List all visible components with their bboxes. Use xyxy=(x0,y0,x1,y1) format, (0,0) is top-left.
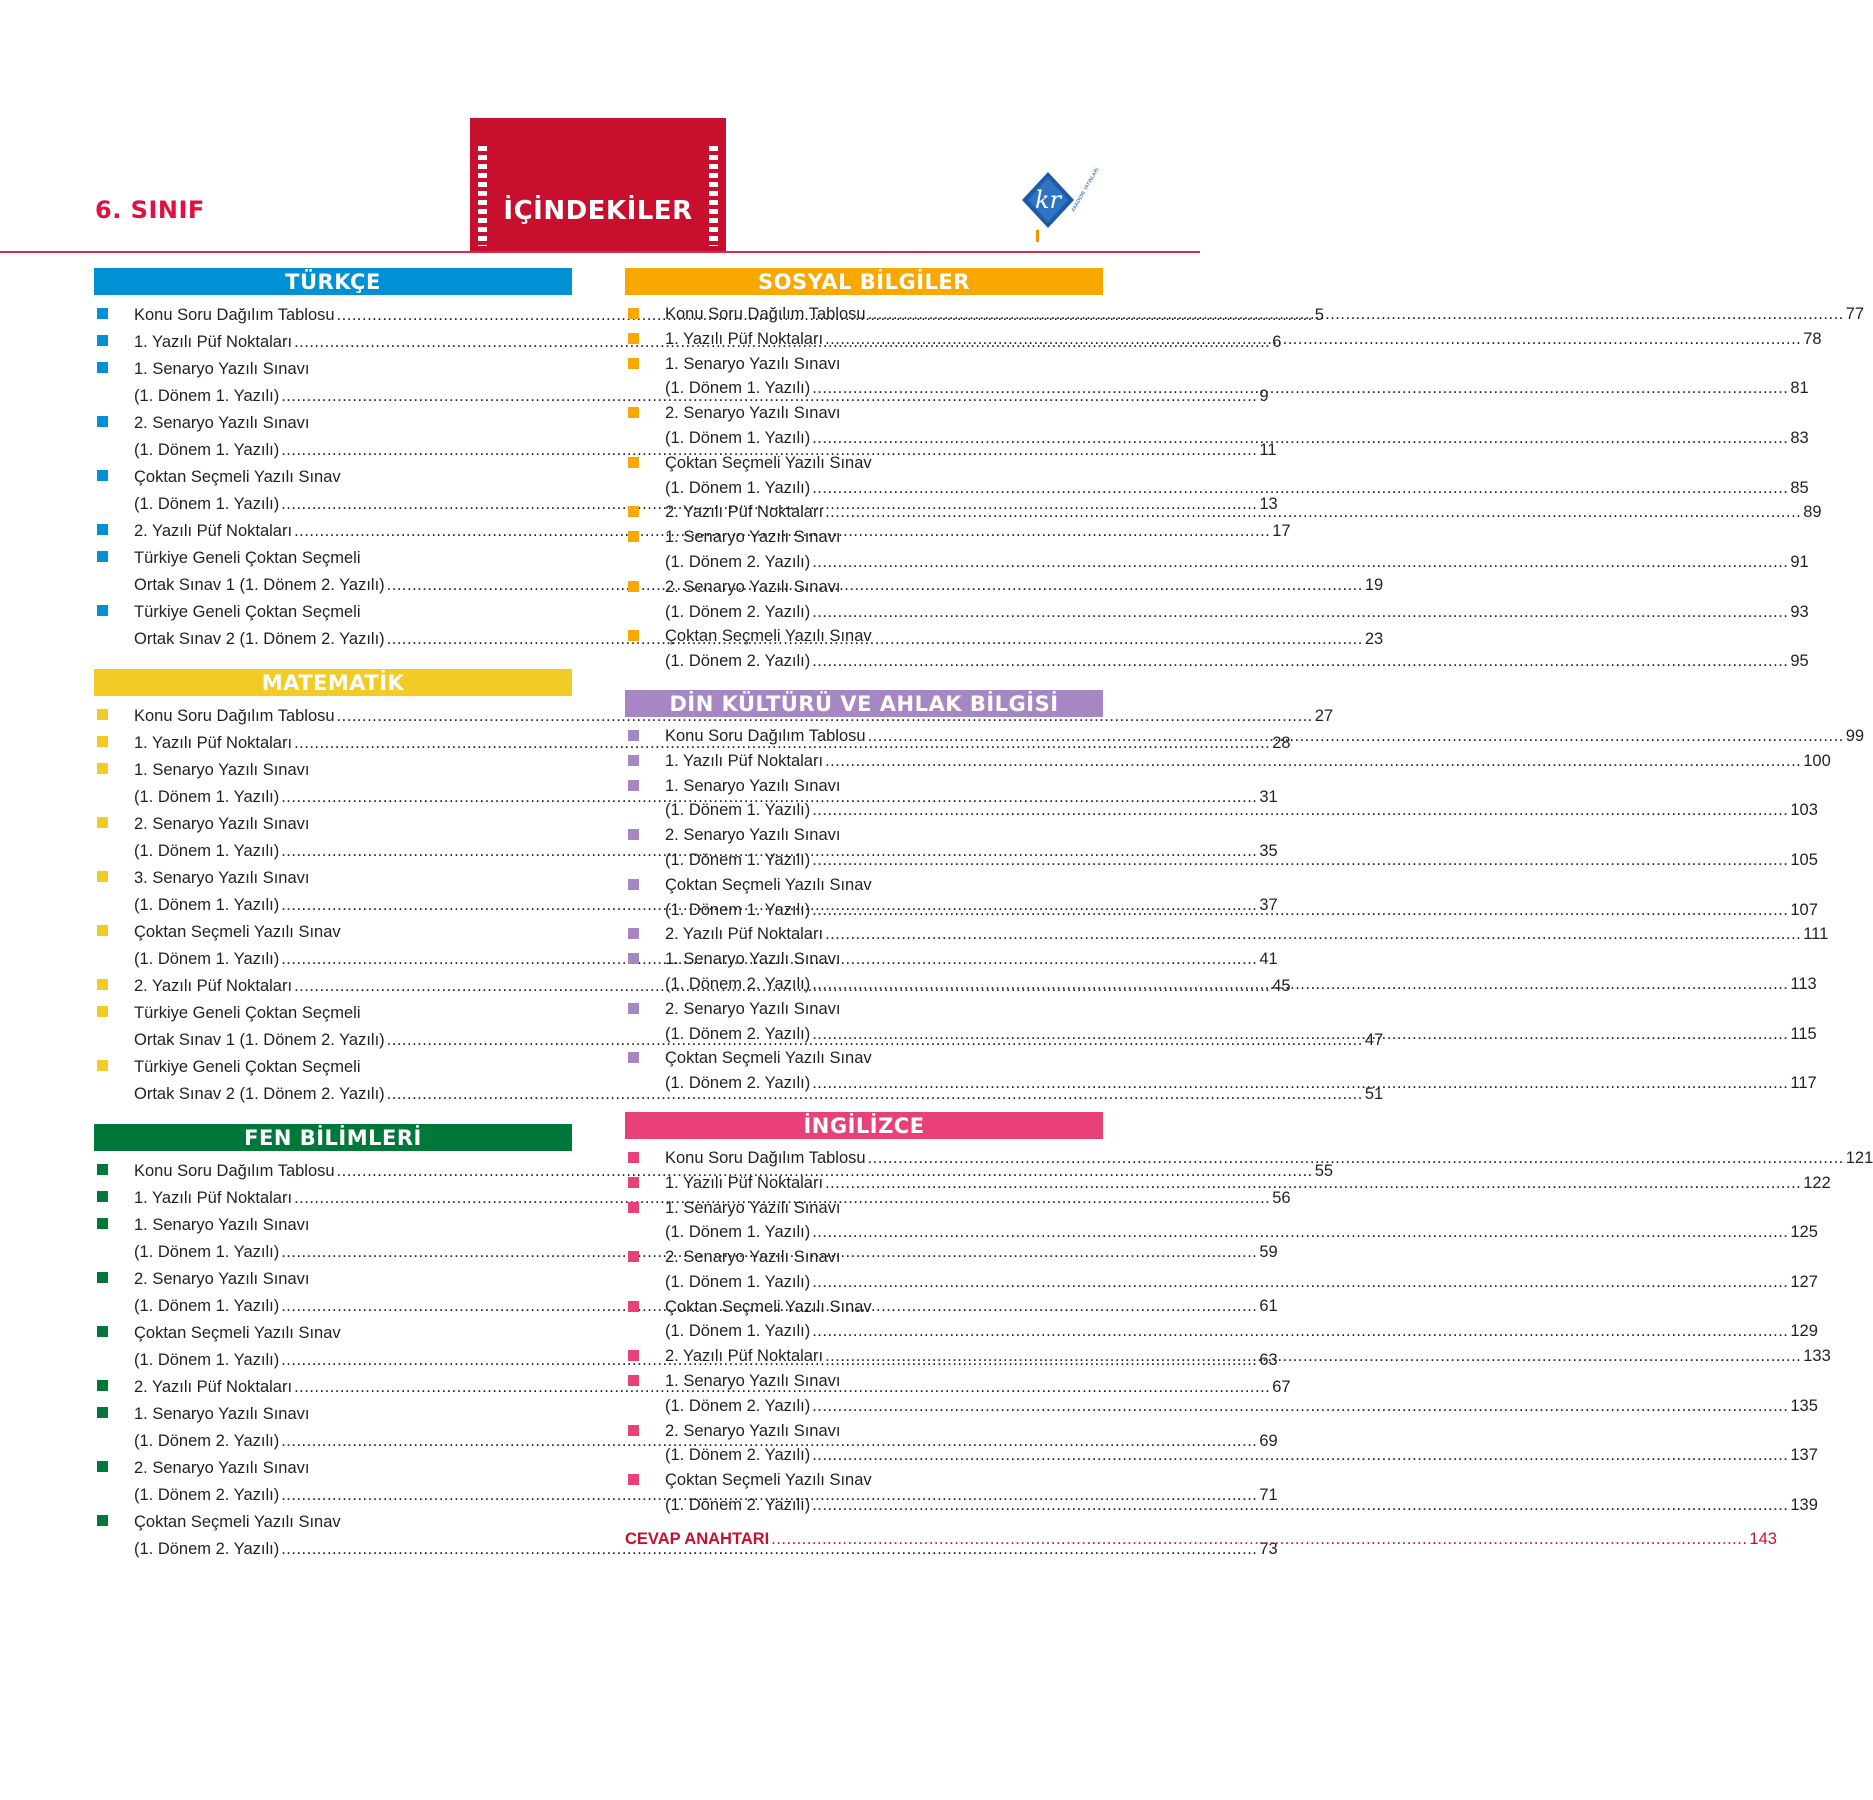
entry-title-line: Konu Soru Dağılım Tablosu xyxy=(665,305,866,323)
entry-title-line: 1. Senaryo Yazılı Sınavı xyxy=(665,528,841,547)
page-number: 31 xyxy=(1259,788,1278,806)
page-number: 95 xyxy=(1790,652,1809,671)
section-header-fen: FEN BİLİMLERİ xyxy=(94,1124,572,1151)
bullet-square-icon xyxy=(628,1350,639,1361)
entry-title-line: 1. Yazılı Püf Noktaları xyxy=(134,1189,293,1207)
entry-row xyxy=(665,649,1809,674)
entry-title-line: Türkiye Geneli Çoktan Seçmeli xyxy=(134,603,361,621)
bullet-square-icon xyxy=(97,736,108,747)
bullet-square-icon xyxy=(628,780,639,791)
leader-dots xyxy=(825,327,1801,352)
bullet-square-icon xyxy=(97,1164,108,1175)
bullet-square-icon xyxy=(628,531,639,542)
toc-entry[interactable] xyxy=(625,327,1822,352)
leader-dots xyxy=(868,1146,1844,1171)
leader-dots xyxy=(812,848,1788,873)
entry-title-line: 1. Yazılı Püf Noktaları xyxy=(665,751,824,770)
leader-dots xyxy=(812,1319,1788,1344)
entry-title-line: Çoktan Seçmeli Yazılı Sınav xyxy=(134,1324,341,1342)
page-number: 59 xyxy=(1259,1243,1278,1261)
leader-dots xyxy=(812,898,1788,923)
entry-title-line: 2. Yazılı Püf Noktaları xyxy=(665,503,824,522)
entry-title-line: 2. Yazılı Püf Noktaları xyxy=(134,522,293,540)
entry-title-line: (1. Dönem 1. Yazılı) xyxy=(665,1322,811,1341)
entry-title-line: (1. Dönem 1. Yazılı) xyxy=(134,950,280,968)
leader-dots xyxy=(812,1394,1788,1419)
entry-title-line: 1. Senaryo Yazılı Sınavı xyxy=(134,360,310,378)
page-number: 71 xyxy=(1259,1486,1278,1504)
logo-subtext: AKADEMİ YAYINLARI xyxy=(1070,166,1101,213)
page-number: 69 xyxy=(1259,1432,1278,1450)
bullet-square-icon xyxy=(97,416,108,427)
toc-entry[interactable] xyxy=(625,302,1865,327)
entry-title-line: 2. Senaryo Yazılı Sınavı xyxy=(665,577,841,596)
bullet-square-icon xyxy=(628,1177,639,1188)
entry-title-line: 2. Yazılı Püf Noktaları xyxy=(134,977,293,995)
leader-dots xyxy=(825,1171,1801,1196)
page-number: 129 xyxy=(1790,1322,1818,1341)
page-number: 121 xyxy=(1845,1148,1873,1167)
leader-dots xyxy=(812,476,1788,501)
entry-row xyxy=(134,1027,1384,1054)
leader-dots xyxy=(825,500,1801,525)
page-number: 127 xyxy=(1790,1272,1818,1291)
entry-title-line: 1. Senaryo Yazılı Sınavı xyxy=(665,950,841,969)
entry-title-line: 2. Senaryo Yazılı Sınavı xyxy=(665,404,841,423)
page-number: 99 xyxy=(1845,726,1865,745)
section-header-matematik: MATEMATİK xyxy=(94,669,572,696)
page-number: 105 xyxy=(1790,850,1818,869)
page-number: 61 xyxy=(1259,1297,1278,1315)
entry-title-line: 2. Yazılı Püf Noktaları xyxy=(665,925,824,944)
entry-title-line: Ortak Sınav 2 (1. Dönem 2. Yazılı) xyxy=(134,630,385,648)
entry-row xyxy=(665,376,1809,401)
entry-title-line: Konu Soru Dağılım Tablosu xyxy=(665,1148,866,1167)
page-number: 117 xyxy=(1790,1074,1817,1093)
entry-row xyxy=(665,302,1865,327)
bullet-square-icon xyxy=(97,1272,108,1283)
bullet-square-icon xyxy=(628,1425,639,1436)
bullet-square-icon xyxy=(628,1251,639,1262)
page-number: 45 xyxy=(1272,977,1291,995)
toc-entry[interactable] xyxy=(625,451,1809,501)
entry-title-line: (1. Dönem 2. Yazılı) xyxy=(134,1540,280,1558)
entry-title-line: 1. Senaryo Yazılı Sınavı xyxy=(134,761,310,779)
toc-list xyxy=(94,295,1384,653)
entry-row xyxy=(134,838,1278,865)
publisher-logo-icon xyxy=(1016,166,1101,248)
entry-title-line: 1. Yazılı Püf Noktaları xyxy=(134,333,293,351)
entry-row xyxy=(134,383,1269,410)
entry-title-line: 1. Senaryo Yazılı Sınavı xyxy=(665,776,841,795)
entry-title-line: (1. Dönem 2. Yazılı) xyxy=(665,552,811,571)
leader-dots xyxy=(812,1220,1788,1245)
bullet-square-icon xyxy=(628,928,639,939)
answer-key-page: 143 xyxy=(1749,1529,1777,1548)
entry-title-line: Çoktan Seçmeli Yazılı Sınav xyxy=(665,1471,872,1490)
entry-title-line: Çoktan Seçmeli Yazılı Sınav xyxy=(665,627,872,646)
leader-dots xyxy=(812,649,1788,674)
bullet-square-icon xyxy=(628,730,639,741)
bullet-square-icon xyxy=(628,1052,639,1063)
page-number: 35 xyxy=(1259,842,1278,860)
entry-row xyxy=(665,749,1831,774)
entry-row xyxy=(134,329,1282,356)
bullet-square-icon xyxy=(628,1301,639,1312)
leader-dots xyxy=(812,1022,1788,1047)
entry-title-line: Çoktan Seçmeli Yazılı Sınav xyxy=(134,923,341,941)
entry-title-line: 2. Senaryo Yazılı Sınavı xyxy=(665,999,841,1018)
toc-entry[interactable] xyxy=(94,302,1324,329)
bullet-square-icon xyxy=(628,1003,639,1014)
bullet-square-icon xyxy=(628,581,639,592)
page-number: 6 xyxy=(1272,333,1282,351)
entry-title-line: (1. Dönem 1. Yazılı) xyxy=(665,801,811,820)
page-number: 28 xyxy=(1272,734,1291,752)
entry-title-line: 1. Senaryo Yazılı Sınavı xyxy=(665,1372,841,1391)
entry-title-line: (1. Dönem 1. Yazılı) xyxy=(665,428,811,447)
bullet-square-icon xyxy=(97,817,108,828)
page-number: 77 xyxy=(1845,305,1865,323)
bullet-square-icon xyxy=(628,953,639,964)
bullet-square-icon xyxy=(97,979,108,990)
section-header-din: DİN KÜLTÜRÜ VE AHLAK BİLGİSİ xyxy=(625,690,1103,717)
toc-entry[interactable] xyxy=(94,356,1269,410)
bullet-square-icon xyxy=(628,1202,639,1213)
entry-title-line: 2. Senaryo Yazılı Sınavı xyxy=(134,1459,310,1477)
entry-title-line: (1. Dönem 2. Yazılı) xyxy=(665,974,811,993)
entry-title-line: Türkiye Geneli Çoktan Seçmeli xyxy=(134,1004,361,1022)
entry-title-line: Çoktan Seçmeli Yazılı Sınav xyxy=(665,453,872,472)
entry-title-line: 2. Senaryo Yazılı Sınavı xyxy=(665,1248,841,1267)
page-number: 85 xyxy=(1790,478,1809,497)
page-number: 91 xyxy=(1790,552,1809,571)
entry-row xyxy=(665,1319,1818,1344)
entry-row xyxy=(665,798,1818,823)
page-number: 103 xyxy=(1790,801,1818,820)
bullet-square-icon xyxy=(97,1218,108,1229)
bullet-square-icon xyxy=(628,1152,639,1163)
bullet-square-icon xyxy=(97,524,108,535)
bullet-square-icon xyxy=(97,871,108,882)
entry-title-line: (1. Dönem 1. Yazılı) xyxy=(134,441,280,459)
entry-title-line: 1. Yazılı Püf Noktaları xyxy=(665,329,824,348)
entry-title-line: (1. Dönem 1. Yazılı) xyxy=(134,1351,280,1369)
page-number: 137 xyxy=(1790,1446,1818,1465)
page-number: 73 xyxy=(1259,1540,1278,1558)
bullet-square-icon xyxy=(628,879,639,890)
page-number: 55 xyxy=(1314,1162,1334,1180)
page-number: 67 xyxy=(1272,1378,1291,1396)
toc-entry[interactable] xyxy=(625,352,1809,402)
leader-dots xyxy=(812,550,1788,575)
page-number: 17 xyxy=(1272,522,1291,540)
bullet-square-icon xyxy=(97,1380,108,1391)
entry-title-line: 1. Senaryo Yazılı Sınavı xyxy=(665,1198,841,1217)
page-number: 78 xyxy=(1803,329,1822,348)
bullet-square-icon xyxy=(628,308,639,319)
grade-label: 6. SINIF xyxy=(95,196,205,224)
contents-title-box xyxy=(470,118,726,252)
entry-title-line: (1. Dönem 2. Yazılı) xyxy=(134,1432,280,1450)
entry-title-line: 2. Senaryo Yazılı Sınavı xyxy=(134,1270,310,1288)
bullet-square-icon xyxy=(97,335,108,346)
page-number: 41 xyxy=(1259,950,1278,968)
entry-title-line: (1. Dönem 1. Yazılı) xyxy=(665,1272,811,1291)
section-header-ingilizce: İNGİLİZCE xyxy=(625,1112,1103,1139)
page-number: 89 xyxy=(1803,503,1822,522)
entry-title-line: (1. Dönem 1. Yazılı) xyxy=(665,478,811,497)
page-number: 115 xyxy=(1790,1024,1817,1043)
bullet-square-icon xyxy=(97,709,108,720)
bullet-square-icon xyxy=(628,358,639,369)
leader-dots xyxy=(868,302,1844,327)
bullet-square-icon xyxy=(628,755,639,766)
entry-row xyxy=(665,1394,1818,1419)
page-number: 19 xyxy=(1364,576,1384,594)
leader-dots xyxy=(812,600,1788,625)
entry-title-line: (1. Dönem 1. Yazılı) xyxy=(134,1243,280,1261)
entry-title-line: Konu Soru Dağılım Tablosu xyxy=(134,306,335,324)
entry-title-line: (1. Dönem 1. Yazılı) xyxy=(665,379,811,398)
bullet-square-icon xyxy=(97,1326,108,1337)
page-number: 11 xyxy=(1259,441,1277,459)
page-number: 56 xyxy=(1272,1189,1291,1207)
bullet-square-icon xyxy=(628,333,639,344)
bullet-square-icon xyxy=(628,829,639,840)
entry-title-line: Çoktan Seçmeli Yazılı Sınav xyxy=(665,875,872,894)
entry-title-line: (1. Dönem 2. Yazılı) xyxy=(665,1024,811,1043)
entry-title-line: 2. Senaryo Yazılı Sınavı xyxy=(134,815,310,833)
entry-row xyxy=(665,327,1822,352)
page-number: 125 xyxy=(1790,1223,1818,1242)
entry-title-line: Çoktan Seçmeli Yazılı Sınav xyxy=(665,1049,872,1068)
page-number: 100 xyxy=(1803,751,1831,770)
entry-title-line: Konu Soru Dağılım Tablosu xyxy=(134,707,335,725)
page-number: 27 xyxy=(1314,707,1334,725)
entry-title-line: (1. Dönem 1. Yazılı) xyxy=(134,495,280,513)
page-number: 139 xyxy=(1790,1496,1818,1515)
bullet-square-icon xyxy=(97,925,108,936)
leader-dots xyxy=(771,1530,1747,1549)
bullet-square-icon xyxy=(97,551,108,562)
bullet-square-icon xyxy=(97,308,108,319)
page-number: 133 xyxy=(1803,1347,1831,1366)
page-number: 111 xyxy=(1803,925,1829,944)
leader-dots xyxy=(812,972,1788,997)
entry-title-line: Çoktan Seçmeli Yazılı Sınav xyxy=(665,1297,872,1316)
entry-title-line: 2. Senaryo Yazılı Sınavı xyxy=(134,414,310,432)
toc-entry[interactable] xyxy=(94,811,1278,865)
page-number: 81 xyxy=(1790,379,1809,398)
page-number: 5 xyxy=(1314,306,1324,324)
page-number: 83 xyxy=(1790,428,1809,447)
page-number: 122 xyxy=(1803,1173,1831,1192)
entry-title-line: Çoktan Seçmeli Yazılı Sınav xyxy=(134,468,341,486)
entry-row xyxy=(665,1443,1818,1468)
entry-title-line: 2. Senaryo Yazılı Sınavı xyxy=(665,826,841,845)
entry-title-line: Konu Soru Dağılım Tablosu xyxy=(134,1162,335,1180)
entry-title-line: (1. Dönem 1. Yazılı) xyxy=(134,788,280,806)
leader-dots xyxy=(825,922,1801,947)
entry-title-line: 1. Senaryo Yazılı Sınavı xyxy=(134,1216,310,1234)
page-number: 63 xyxy=(1259,1351,1278,1369)
entry-title-line: (1. Dönem 1. Yazılı) xyxy=(665,850,811,869)
bullet-square-icon xyxy=(97,1006,108,1017)
entry-row xyxy=(134,1081,1384,1108)
entry-title-line: 3. Senaryo Yazılı Sınavı xyxy=(134,869,310,887)
entry-title-line: (1. Dönem 1. Yazılı) xyxy=(134,1297,280,1315)
logo-text: kr xyxy=(1034,186,1062,214)
entry-title-line: (1. Dönem 2. Yazılı) xyxy=(134,1486,280,1504)
leader-dots xyxy=(812,798,1788,823)
entry-row xyxy=(134,302,1324,329)
leader-dots xyxy=(812,376,1788,401)
leader-dots xyxy=(812,426,1788,451)
page-number: 107 xyxy=(1790,900,1818,919)
entry-row xyxy=(665,600,1809,625)
bullet-square-icon xyxy=(97,763,108,774)
header-divider xyxy=(0,251,1200,253)
bullet-square-icon xyxy=(97,1407,108,1418)
toc-entry[interactable] xyxy=(94,329,1282,356)
entry-title-line: (1. Dönem 1. Yazılı) xyxy=(665,900,811,919)
entry-title-line: (1. Dönem 2. Yazılı) xyxy=(665,652,811,671)
entry-title-line: 2. Yazılı Püf Noktaları xyxy=(665,1347,824,1366)
bullet-square-icon xyxy=(97,1191,108,1202)
page-number: 135 xyxy=(1790,1396,1818,1415)
entry-title-line: (1. Dönem 2. Yazılı) xyxy=(665,1396,811,1415)
entry-title-line: 2. Senaryo Yazılı Sınavı xyxy=(665,1421,841,1440)
entry-title-line: (1. Dönem 2. Yazılı) xyxy=(665,602,811,621)
entry-title-line: Ortak Sınav 2 (1. Dönem 2. Yazılı) xyxy=(134,1085,385,1103)
entry-title-line: (1. Dönem 1. Yazılı) xyxy=(134,387,280,405)
entry-title-line: 1. Senaryo Yazılı Sınavı xyxy=(665,354,841,373)
bullet-square-icon xyxy=(628,506,639,517)
entry-title-line: (1. Dönem 1. Yazılı) xyxy=(134,896,280,914)
section-header-turkce: TÜRKÇE xyxy=(94,268,572,295)
entry-title-line: (1. Dönem 2. Yazılı) xyxy=(665,1074,811,1093)
page-number: 47 xyxy=(1364,1031,1384,1049)
leader-dots xyxy=(812,1443,1788,1468)
bullet-square-icon xyxy=(97,470,108,481)
bullet-square-icon xyxy=(97,362,108,373)
page-number: 23 xyxy=(1364,630,1384,648)
entry-row xyxy=(134,1482,1278,1509)
toc-entry[interactable] xyxy=(625,922,1829,947)
entry-title-line: Türkiye Geneli Çoktan Seçmeli xyxy=(134,549,361,567)
page-number: 9 xyxy=(1259,387,1269,405)
bullet-square-icon xyxy=(97,1515,108,1526)
page-number: 37 xyxy=(1259,896,1278,914)
entry-row xyxy=(665,1220,1818,1245)
leader-dots xyxy=(812,1493,1788,1518)
page-number: 13 xyxy=(1259,495,1278,513)
entry-row xyxy=(134,892,1278,919)
page-number: 51 xyxy=(1364,1085,1384,1103)
bullet-square-icon xyxy=(628,1474,639,1485)
bullet-square-icon xyxy=(97,1060,108,1071)
leader-dots xyxy=(812,1270,1788,1295)
leader-dots xyxy=(825,749,1801,774)
entry-title-line: Çoktan Seçmeli Yazılı Sınav xyxy=(134,1513,341,1531)
bullet-square-icon xyxy=(97,1461,108,1472)
entry-row xyxy=(665,1270,1818,1295)
leader-dots xyxy=(812,1071,1788,1096)
toc-entry[interactable] xyxy=(625,749,1831,774)
bullet-square-icon xyxy=(628,407,639,418)
entry-title-line: (1. Dönem 1. Yazılı) xyxy=(134,842,280,860)
entry-title-line: Türkiye Geneli Çoktan Seçmeli xyxy=(134,1058,361,1076)
bullet-square-icon xyxy=(97,605,108,616)
entry-title-line: Ortak Sınav 1 (1. Dönem 2. Yazılı) xyxy=(134,576,385,594)
entry-row xyxy=(665,922,1829,947)
leader-dots xyxy=(868,724,1844,749)
page-number: 93 xyxy=(1790,602,1809,621)
entry-title-line: 1. Senaryo Yazılı Sınavı xyxy=(134,1405,310,1423)
page-title: İÇİNDEKİLER xyxy=(503,196,693,226)
section-header-sosyal: SOSYAL BİLGİLER xyxy=(625,268,1103,295)
leader-dots xyxy=(825,1344,1801,1369)
bullet-square-icon xyxy=(628,457,639,468)
entry-title-line: 1. Yazılı Püf Noktaları xyxy=(134,734,293,752)
bullet-square-icon xyxy=(628,630,639,641)
entry-title-line: Konu Soru Dağılım Tablosu xyxy=(665,726,866,745)
entry-title-line: Ortak Sınav 1 (1. Dönem 2. Yazılı) xyxy=(134,1031,385,1049)
entry-row xyxy=(665,550,1809,575)
answer-key-label: CEVAP ANAHTARI xyxy=(625,1529,770,1548)
bullet-square-icon xyxy=(628,1375,639,1386)
entry-title-line: 1. Yazılı Püf Noktaları xyxy=(665,1173,824,1192)
entry-title-line: (1. Dönem 2. Yazılı) xyxy=(665,1496,811,1515)
page-number: 113 xyxy=(1790,974,1817,993)
entry-title-line: (1. Dönem 1. Yazılı) xyxy=(665,1223,811,1242)
entry-title-line: 2. Yazılı Püf Noktaları xyxy=(134,1378,293,1396)
entry-row xyxy=(665,476,1809,501)
entry-title-line: (1. Dönem 2. Yazılı) xyxy=(665,1446,811,1465)
